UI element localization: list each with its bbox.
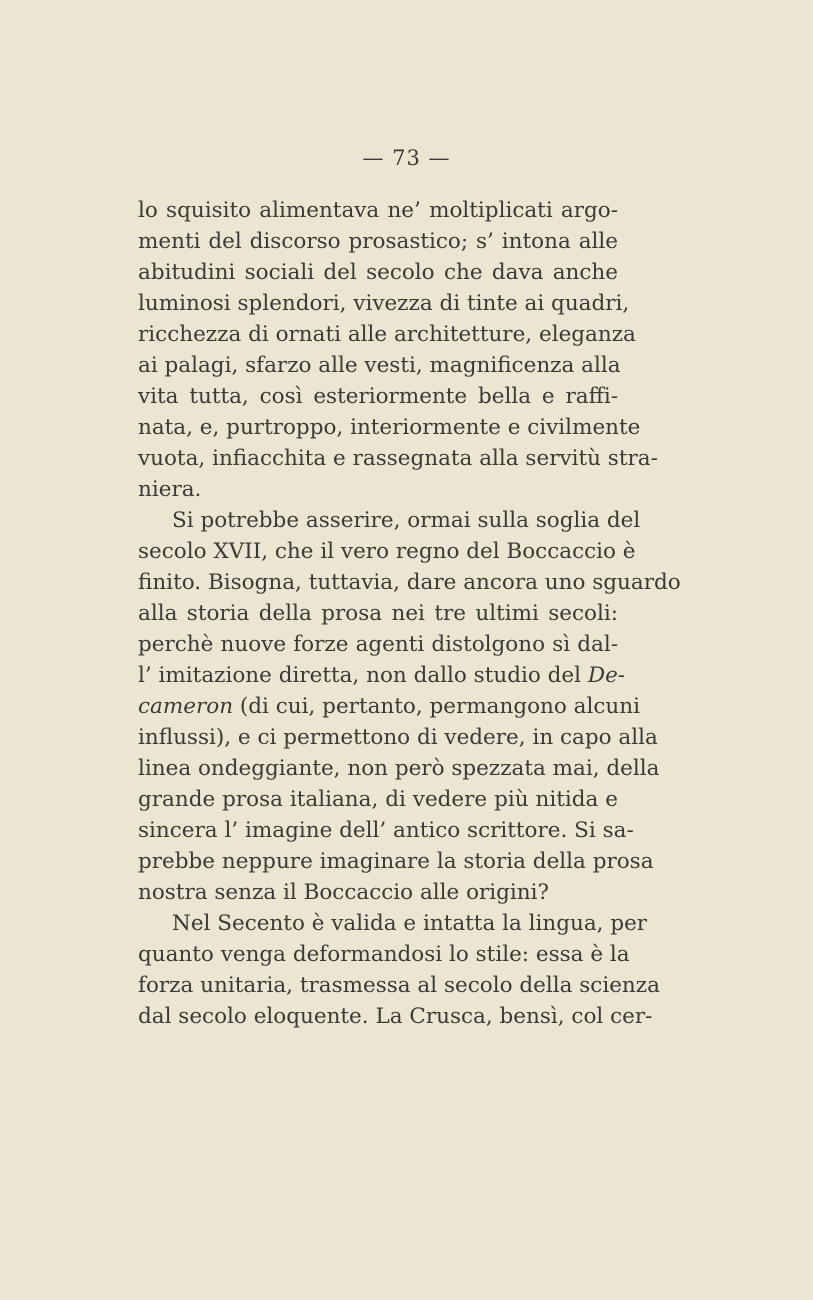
- text-line: forza unitaria, trasmessa al secolo della scienza: [138, 973, 660, 998]
- italic-title-decameron-part1: De-: [587, 663, 626, 688]
- text-line: lo squisito alimentava ne’ moltiplicati argo-: [138, 198, 618, 223]
- text-line: ricchezza di ornati alle architetture, eleganza: [138, 322, 636, 347]
- text-line: niera.: [138, 477, 202, 502]
- text-line: vuota, infiacchita e rassegnata alla servitù stra-: [138, 446, 658, 471]
- text-line: finito. Bisogna, tuttavia, dare ancora uno sguardo: [138, 570, 681, 595]
- text-line: perchè nuove forze agenti distolgono sì dal-: [138, 632, 618, 657]
- text-line: vita tutta, così esteriormente bella e raffi-: [138, 384, 618, 409]
- text-line: grande prosa italiana, di vedere più nitida e: [138, 787, 618, 812]
- text-line: Nel Secento è valida e intatta la lingua, per: [172, 911, 648, 936]
- text-line: quanto venga deformandosi lo stile: essa è la: [138, 942, 630, 967]
- text-line: menti del discorso prosastico; s’ intona alle: [138, 229, 618, 254]
- text-line-with-italic: [138, 660, 626, 691]
- text-line: sincera l’ imagine dell’ antico scrittore. Si sa-: [138, 818, 634, 843]
- italic-title-decameron-part2: cameron: [138, 694, 234, 719]
- text-line-with-italic: [138, 691, 640, 722]
- text-line: nostra senza il Boccaccio alle origini?: [138, 880, 550, 905]
- text-line: secolo XVII, che il vero regno del Boccaccio è: [138, 539, 636, 564]
- text-line: ai palagi, sfarzo alle vesti, magnificenza alla: [138, 353, 621, 378]
- text-line: Si potrebbe asserire, ormai sulla soglia del: [172, 508, 641, 533]
- text-line: nata, e, purtroppo, interiormente e civilmente: [138, 415, 641, 440]
- text-fragment: l’ imitazione diretta, non dallo studio del: [138, 663, 581, 688]
- text-line: dal secolo eloquente. La Crusca, bensì, col cer-: [138, 1004, 653, 1029]
- page-number: — 73 —: [362, 146, 451, 170]
- text-line: influssi), e ci permettono di vedere, in capo alla: [138, 725, 658, 750]
- text-line: alla storia della prosa nei tre ultimi secoli:: [138, 601, 618, 626]
- text-line: luminosi splendori, vivezza di tinte ai quadri,: [138, 291, 630, 316]
- text-line: abitudini sociali del secolo che dava anche: [138, 260, 618, 285]
- text-fragment: (di cui, pertanto, permangono alcuni: [239, 694, 640, 719]
- text-line: prebbe neppure imaginare la storia della prosa: [138, 849, 654, 874]
- text-line: linea ondeggiante, non però spezzata mai, della: [138, 756, 660, 781]
